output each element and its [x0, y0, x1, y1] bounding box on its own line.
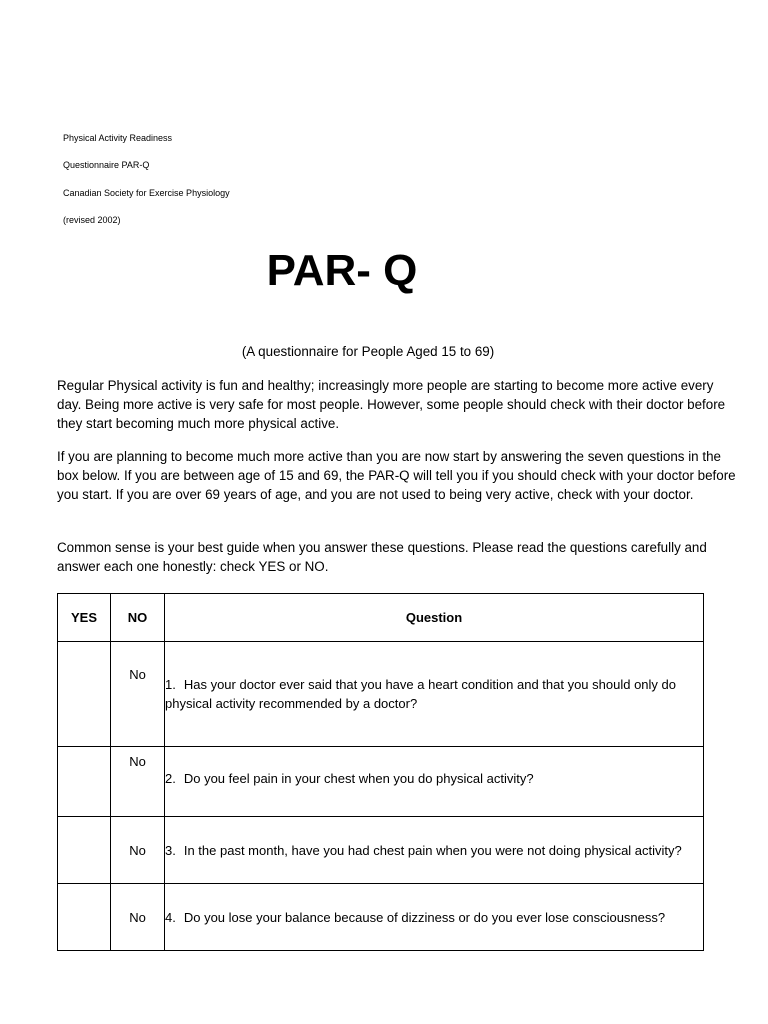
- question-cell: [165, 817, 704, 884]
- table-row: [58, 817, 704, 884]
- question-number: 3.: [165, 842, 176, 858]
- question-cell: [165, 884, 704, 951]
- question-number: 1.: [165, 677, 176, 692]
- column-header-yes: YES: [58, 594, 111, 642]
- no-answer-cell[interactable]: No: [111, 747, 165, 817]
- yes-answer-cell[interactable]: [58, 747, 111, 817]
- header-line-questionnaire: Questionnaire PAR-Q: [63, 160, 150, 170]
- yes-answer-cell[interactable]: [58, 884, 111, 951]
- question-cell: [165, 747, 704, 817]
- question-cell: [165, 642, 704, 747]
- table-header-row: [58, 594, 704, 642]
- question-text: Has your doctor ever said that you have a heart condition and that you should only do physical activity recommended by a doctor?: [165, 677, 676, 711]
- table-row: [58, 747, 704, 817]
- question-number: 4.: [165, 909, 176, 925]
- header-line-title: Physical Activity Readiness: [63, 133, 173, 143]
- questions-table: [57, 593, 704, 951]
- page-title: PAR- Q: [266, 246, 418, 295]
- no-answer-cell[interactable]: No: [111, 817, 165, 884]
- column-header-question: Question: [165, 594, 704, 642]
- instructions-paragraph: If you are planning to become much more active than you are now start by answering the seven questions in the box below. If you are between age of 15 and 69, the PAR-Q will tell you if you should check with your doctor before you start. If you are over 69 years of age, and you are not used to being very active, check with your doctor.: [57, 449, 736, 503]
- question-text: Do you feel pain in your chest when you do physical activity?: [183, 771, 534, 786]
- table-row: [58, 642, 704, 747]
- guidance-paragraph: Common sense is your best guide when you answer these questions. Please read the questions carefully and answer each one honestly: check YES or NO.: [57, 540, 707, 575]
- intro-paragraph: Regular Physical activity is fun and healthy; increasingly more people are starting to become more active every day. Being more active is very safe for most people. However, some people should check with their doctor before they start becoming much more physical active.: [57, 378, 726, 432]
- column-header-no: NO: [111, 594, 165, 642]
- table-row: [58, 884, 704, 951]
- question-text: Do you lose your balance because of dizziness or do you ever lose consciousness?: [183, 909, 666, 925]
- header-line-organization: Canadian Society for Exercise Physiology: [63, 188, 230, 198]
- page-subtitle: (A questionnaire for People Aged 15 to 69): [241, 344, 495, 359]
- header-line-revision: (revised 2002): [63, 215, 121, 225]
- question-text: In the past month, have you had chest pain when you were not doing physical activity?: [183, 842, 682, 858]
- yes-answer-cell[interactable]: [58, 642, 111, 747]
- no-answer-cell[interactable]: No: [111, 642, 165, 747]
- question-number: 2.: [165, 771, 176, 786]
- no-answer-cell[interactable]: No: [111, 884, 165, 951]
- yes-answer-cell[interactable]: [58, 817, 111, 884]
